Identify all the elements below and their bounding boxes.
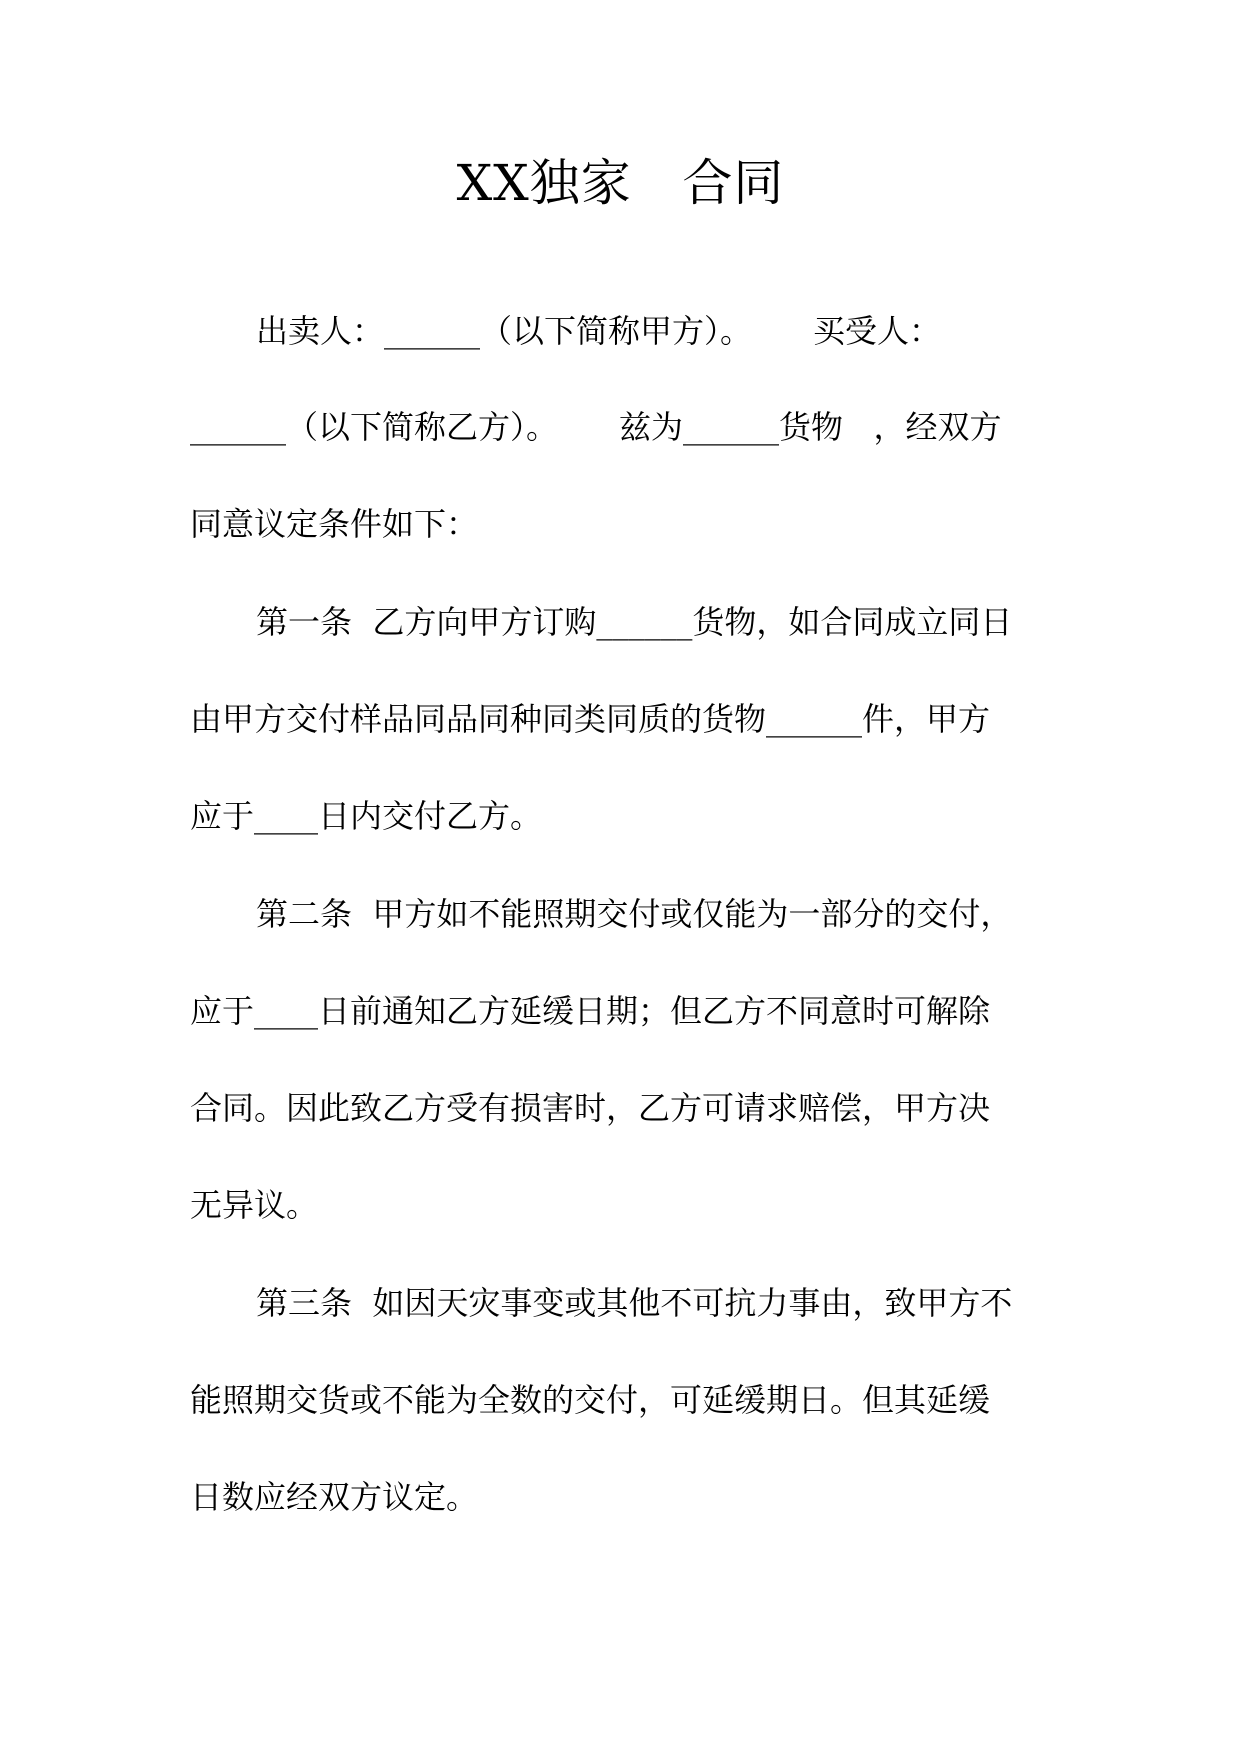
- paragraph-line: 合同。因此致乙方受有损害时，乙方可请求赔偿，甲方决: [190, 1089, 991, 1127]
- paragraph-line: 应于____日前通知乙方延缓日期；但乙方不同意时可解除: [190, 992, 991, 1030]
- document-title: XX独家 合同: [456, 154, 785, 212]
- paragraph-line: 同意议定条件如下：: [190, 505, 479, 543]
- paragraph-line: 第二条 甲方如不能照期交付或仅能为一部分的交付，: [256, 895, 1013, 933]
- paragraph-line: 第三条 如因天灾事变或其他不可抗力事由，致甲方不: [256, 1284, 1013, 1322]
- paragraph-line: 由甲方交付样品同品同种同类同质的货物______件，甲方: [190, 700, 991, 738]
- paragraph-line: 无异议。: [190, 1186, 319, 1224]
- paragraph-line: 日数应经双方议定。: [190, 1478, 479, 1516]
- paragraph-line: 第一条 乙方向甲方订购______货物，如合同成立同日: [256, 603, 1013, 641]
- paragraph-line: ______（以下简称乙方）。 兹为______货物 ，经双方: [190, 408, 1002, 446]
- paragraph-line: 应于____日内交付乙方。: [190, 797, 543, 835]
- paragraph-line: 能照期交货或不能为全数的交付，可延缓期日。但其延缓: [190, 1381, 991, 1419]
- paragraph-line: 出卖人：______（以下简称甲方）。 买受人：: [256, 312, 942, 350]
